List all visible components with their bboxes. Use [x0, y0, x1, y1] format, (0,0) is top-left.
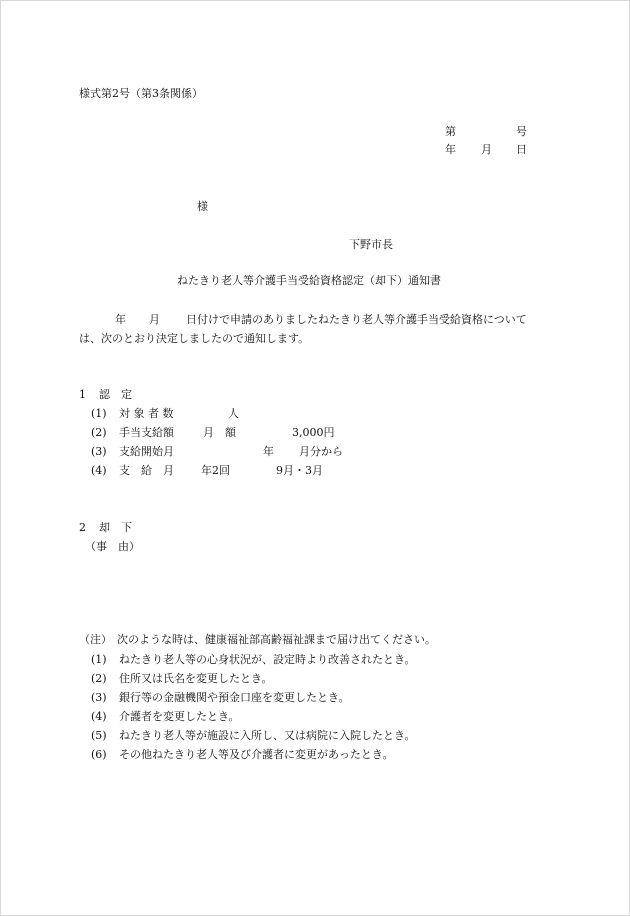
item3-label: 支給開始月	[119, 445, 174, 458]
section1-number: 1	[79, 388, 86, 401]
note1-num: (1)	[91, 653, 107, 666]
doc-date-month: 月	[481, 143, 492, 156]
item2-amount: 3,000円	[292, 426, 335, 439]
section2-heading: 却 下	[99, 521, 132, 534]
note4-num: (4)	[91, 710, 107, 723]
note6-text: その他ねたきり老人等及び介護者に変更があったとき。	[119, 748, 394, 761]
doc-date-day: 日	[516, 143, 527, 156]
item4-months: 9月・3月	[276, 464, 323, 477]
body-line-1: 日付けで申請のありましたねたきり老人等介護手当受給資格について	[186, 313, 527, 326]
notes-intro: 次のような時は、健康福祉部高齢福祉課まで届け出てください。	[117, 633, 436, 646]
note6-num: (6)	[91, 748, 107, 761]
notes-label: （注）	[79, 633, 112, 646]
note1-text: ねたきり老人等の心身状況が、設定時より改善されたとき。	[119, 653, 416, 666]
body-year: 年	[115, 313, 126, 326]
note2-text: 住所又は氏名を変更したとき。	[119, 672, 273, 685]
section2-number: 2	[79, 521, 86, 534]
note4-text: 介護者を変更したとき。	[119, 710, 240, 723]
note3-num: (3)	[91, 691, 107, 704]
body-month: 月	[149, 313, 160, 326]
note3-text: 銀行等の金融機関や預金口座を変更したとき。	[119, 691, 350, 704]
doc-number-suffix: 号	[516, 125, 527, 138]
item1-label: 対 象 者 数	[119, 407, 174, 420]
doc-date-year: 年	[445, 143, 456, 156]
item4-num: (4)	[91, 464, 107, 477]
item3-num: (3)	[91, 445, 107, 458]
note2-num: (2)	[91, 672, 107, 685]
section2-reason: （事 由）	[85, 540, 140, 553]
note5-text: ねたきり老人等が施設に入所し、又は病院に入院したとき。	[119, 729, 416, 742]
note5-num: (5)	[91, 729, 107, 742]
item1-unit: 人	[228, 407, 239, 420]
item2-num: (2)	[91, 426, 107, 439]
item2-sub: 月 額	[203, 426, 236, 439]
body-line-2: は、次のとおり決定しましたので通知します。	[79, 332, 310, 345]
item3-tail: 月分から	[299, 445, 343, 458]
item1-num: (1)	[91, 407, 107, 420]
item3-year: 年	[263, 445, 274, 458]
form-label: 様式第2号（第3条関係）	[79, 87, 203, 100]
section1-heading: 認 定	[99, 388, 132, 401]
item4-freq: 年2回	[201, 464, 230, 477]
recipient-honorific: 様	[197, 200, 208, 213]
item4-label: 支 給 月	[119, 464, 174, 477]
item2-label: 手当支給額	[119, 426, 174, 439]
doc-number-prefix: 第	[445, 125, 456, 138]
sender-name: 下野市長	[349, 238, 393, 251]
document-title: ねたきり老人等介護手当受給資格認定（却下）通知書	[177, 274, 441, 287]
